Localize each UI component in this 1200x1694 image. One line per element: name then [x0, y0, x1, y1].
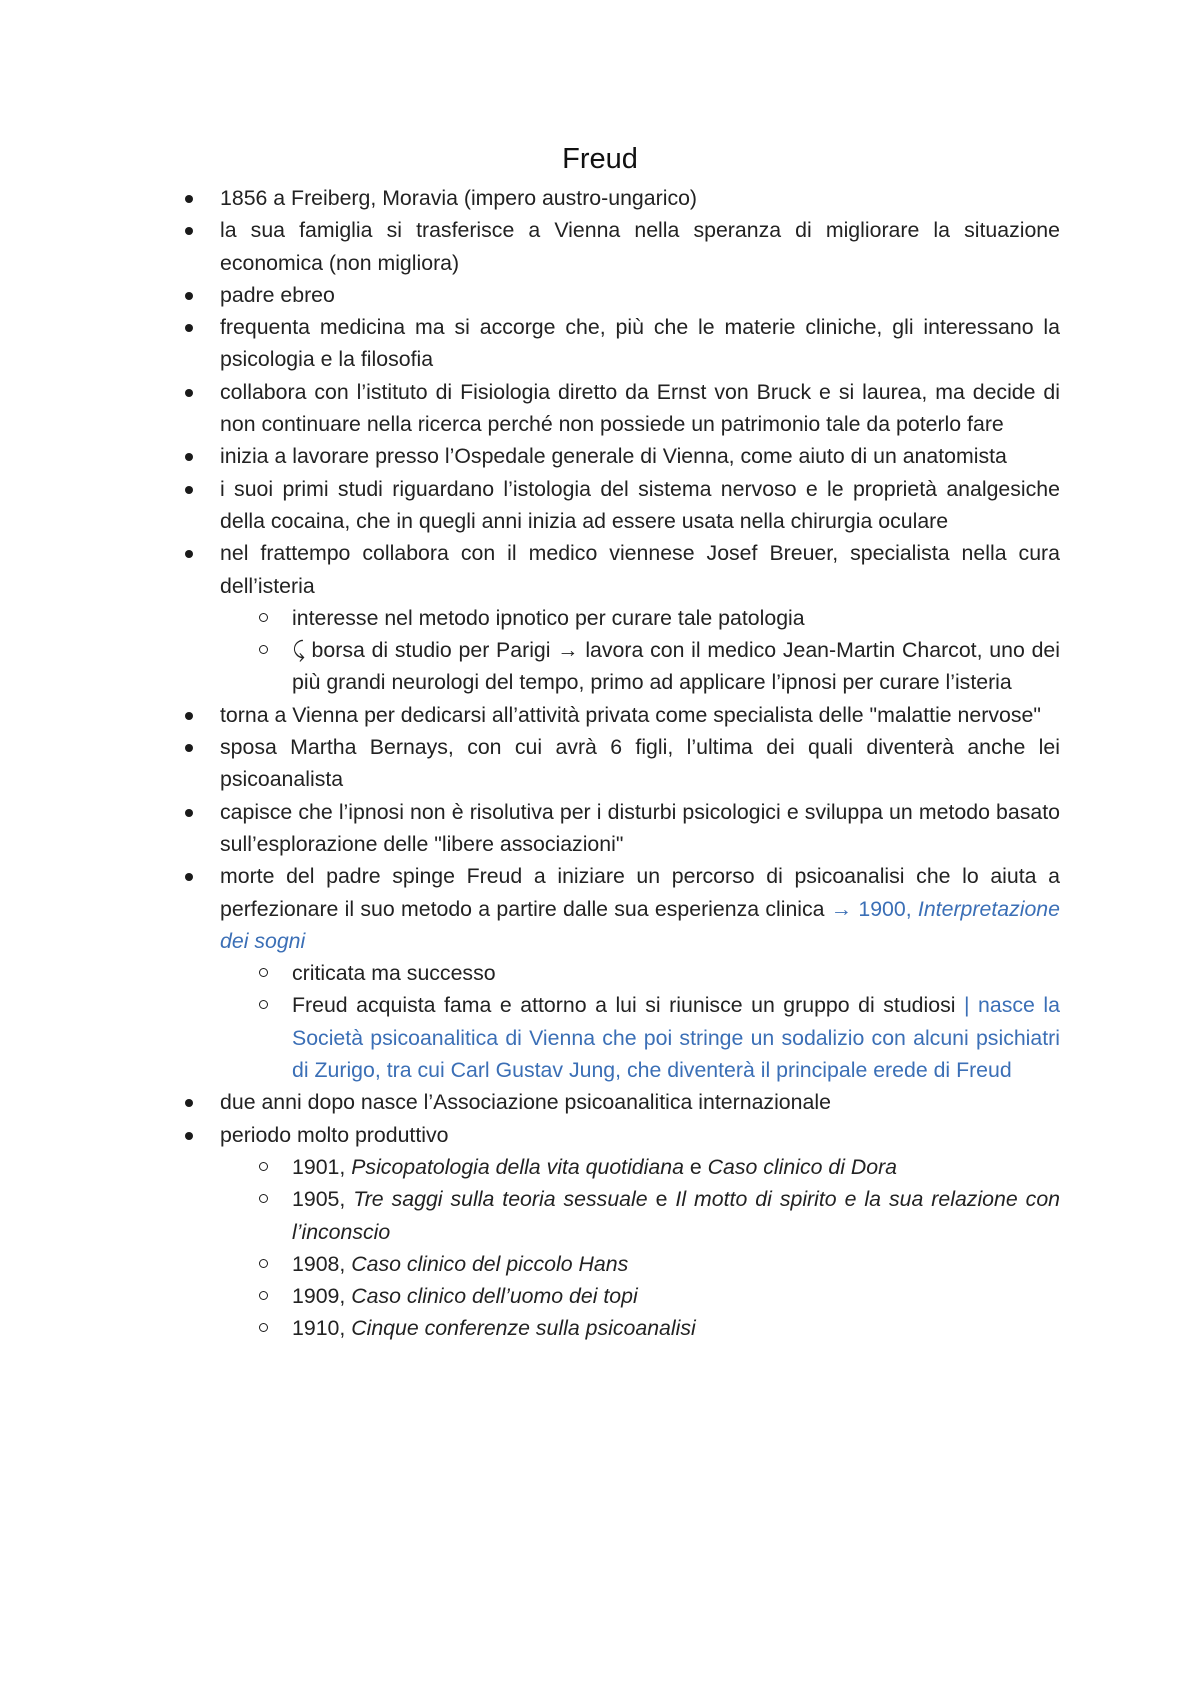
- list-item: padre ebreo: [140, 279, 1060, 311]
- work-item: 1909, Caso clinico dell’uomo dei topi: [140, 1280, 1060, 1312]
- sub-list: [220, 1151, 1060, 1345]
- work-item: 1908, Caso clinico del piccolo Hans: [140, 1248, 1060, 1280]
- work-item: 1910, Cinque conferenze sulla psicoanalisi: [140, 1312, 1060, 1344]
- list-item: torna a Vienna per dedicarsi all’attività privata come specialista delle "malattie nervose": [140, 699, 1060, 731]
- sub-list: [220, 602, 1060, 699]
- list-item: collabora con l’istituto di Fisiologia diretto da Ernst von Bruck e si laurea, ma decide di non continuare nella ricerca perché non possiede un patrimonio tale da poterlo fare: [140, 376, 1060, 441]
- list-item: morte del padre spinge Freud a iniziare un percorso di psicoanalisi che lo aiuta a perfezionare il suo metodo a partire dalle sua esperienza clinica → 1900, Interpretazione dei sogni criticata ma successo Freud acquista fama e attorno a lui si riunisce un gruppo di studiosi | nasce la Società psicoanalitica di Vienna che poi stringe un sodalizio con alcuni psichiatri di Zurigo, tra cui Carl Gustav Jung, che diventerà il principale erede di Freud: [140, 860, 1060, 1086]
- page-title: Freud: [562, 143, 638, 175]
- sub-list-item: Freud acquista fama e attorno a lui si riunisce un gruppo di studiosi | nasce la Società psicoanalitica di Vienna che poi stringe un sodalizio con alcuni psichiatri di Zurigo, tra cui Carl Gustav Jung, che diventerà il principale erede di Freud: [140, 989, 1060, 1086]
- sub-list-item: interesse nel metodo ipnotico per curare tale patologia: [140, 602, 1060, 634]
- list-item: frequenta medicina ma si accorge che, più che le materie cliniche, gli interessano la psicologia e la filosofia: [140, 311, 1060, 376]
- work-item: 1905, Tre saggi sulla teoria sessuale e Il motto di spirito e la sua relazione con l’inconscio: [140, 1183, 1060, 1248]
- sub-list: [220, 957, 1060, 1086]
- highlighted-text: | nasce la Società psicoanalitica di Vienna che poi stringe un sodalizio con alcuni psichiatri di Zurigo, tra cui Carl Gustav Jung, che diventerà il principale erede di Freud: [292, 993, 1060, 1083]
- list-item: nel frattempo collabora con il medico viennese Josef Breuer, specialista nella cura dell’isteria interesse nel metodo ipnotico per curare tale patologia ⤹ borsa di studio per Parigi → lavora con il medico Jean-Martin Charcot, uno dei più grandi neurologi del tempo, primo ad applicare l’ipnosi per curare l’isteria: [140, 537, 1060, 698]
- link-book-title[interactable]: Interpretazione dei sogni: [220, 896, 1060, 953]
- sub-list-item: ⤹ borsa di studio per Parigi → lavora con il medico Jean-Martin Charcot, uno dei più grandi neurologi del tempo, primo ad applicare l’ipnosi per curare l’isteria: [140, 634, 1060, 699]
- link-year: 1900,: [858, 896, 912, 921]
- list-item: 1856 a Freiberg, Moravia (impero austro-ungarico): [140, 182, 1060, 214]
- list-item: la sua famiglia si trasferisce a Vienna nella speranza di migliorare la situazione economica (non migliora): [140, 214, 1060, 279]
- sub-list-item: criticata ma successo: [140, 957, 1060, 989]
- list-item: capisce che l’ipnosi non è risolutiva per i disturbi psicologici e sviluppa un metodo basato sull’esplorazione delle "libere associazioni": [140, 796, 1060, 861]
- bullet-list: [140, 182, 1060, 1345]
- link-arrow: →: [830, 896, 853, 921]
- work-item: 1901, Psicopatologia della vita quotidiana e Caso clinico di Dora: [140, 1151, 1060, 1183]
- list-item: due anni dopo nasce l’Associazione psicoanalitica internazionale: [140, 1086, 1060, 1118]
- list-item: sposa Martha Bernays, con cui avrà 6 figli, l’ultima dei quali diventerà anche lei psicoanalista: [140, 731, 1060, 796]
- list-item: periodo molto produttivo 1901, Psicopatologia della vita quotidiana e Caso clinico di Dora 1905, Tre saggi sulla teoria sessuale e Il motto di spirito e la sua relazione con l’inconscio 1908, Caso clinico del piccolo Hans 1909, Caso clinico dell’uomo dei topi 1910, Cinque conferenze sulla psicoanalisi: [140, 1119, 1060, 1345]
- list-item: i suoi primi studi riguardano l’istologia del sistema nervoso e le proprietà analgesiche della cocaina, che in quegli anni inizia ad essere usata nella chirurgia oculare: [140, 473, 1060, 538]
- list-item: inizia a lavorare presso l’Ospedale generale di Vienna, come aiuto di un anatomista: [140, 440, 1060, 472]
